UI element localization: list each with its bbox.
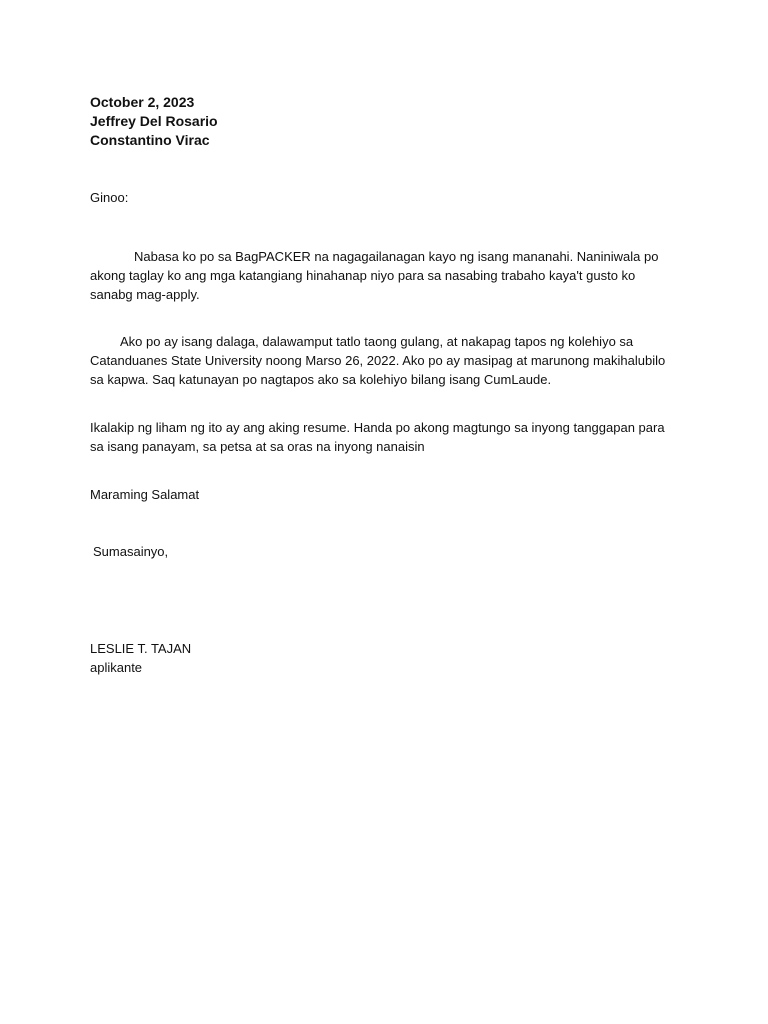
salutation: Ginoo: [90,190,129,205]
body-paragraph-3: Ikalakip ng liham ng ito ay ang aking resume. Handa po akong magtungo sa inyong tanggapan para sa isang panayam, sa petsa at sa oras na inyong nanaisin [90,420,665,454]
recipient-name: Jeffrey Del Rosario [90,113,218,129]
body-paragraph-2: Ako po ay isang dalaga, dalawamput tatlo taong gulang, at nakapag tapos ng kolehiyo sa Catanduanes State University noong Marso 26, 2022. Ako po ay masipag at marunong makihalubilo sa kapwa. Saq katunayan po nagtapos ako sa kolehiyo bilang isang CumLaude. [90,334,666,387]
letter-date: October 2, 2023 [90,94,195,110]
body-paragraph-1: Nabasa ko po sa BagPACKER na nagagailanagan kayo ng isang mananahi. Naniniwala po akong taglay ko ang mga katangiang hinahanap niyo para sa nasabing trabaho kaya't gusto ko sanabg mag-apply. [90,249,659,302]
complimentary-close: Sumasainyo, [93,544,169,559]
closing-thanks: Maraming Salamat [90,487,200,502]
signatory-name: LESLIE T. TAJAN [90,641,192,656]
recipient-address: Constantino Virac [90,132,210,148]
signatory-title: aplikante [90,660,143,675]
